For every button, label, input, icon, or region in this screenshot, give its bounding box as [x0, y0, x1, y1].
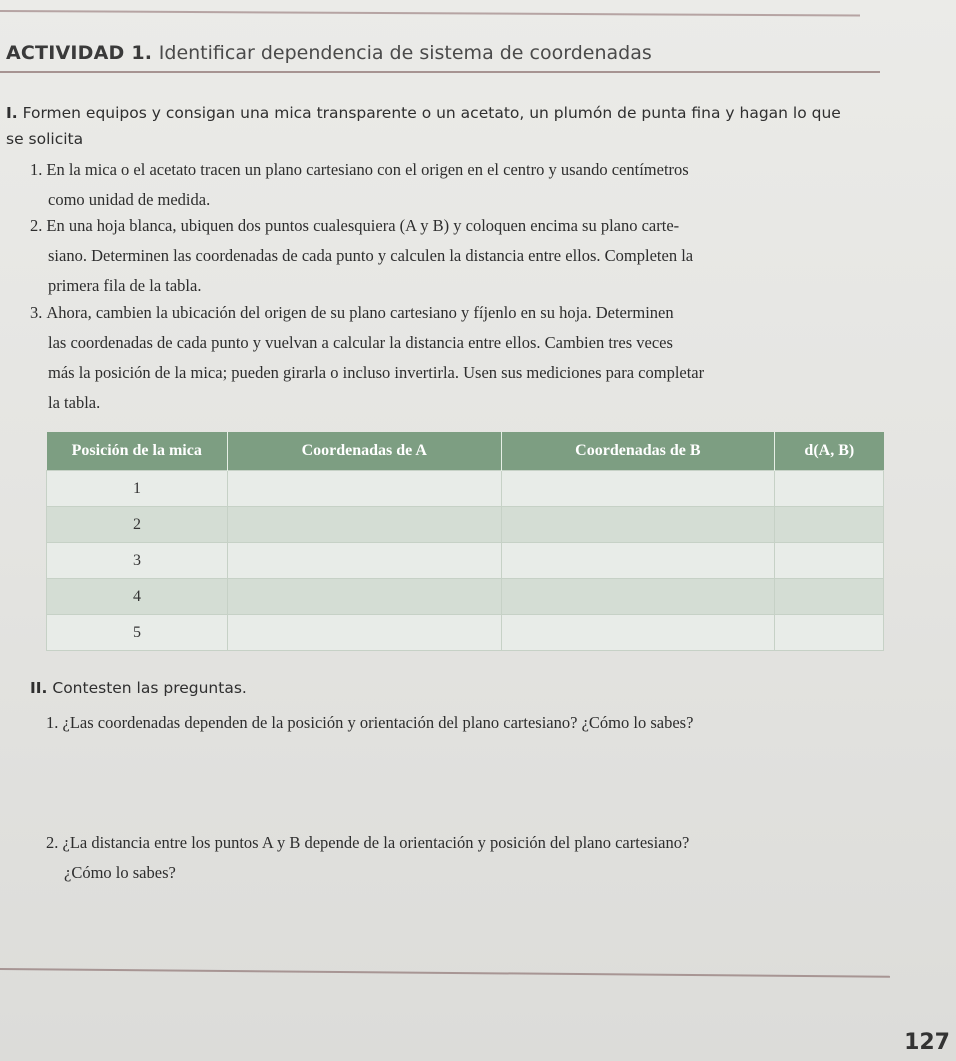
top-rule [0, 10, 860, 17]
coords-a-cell[interactable] [228, 471, 502, 507]
coords-a-cell[interactable] [228, 543, 502, 579]
distance-cell[interactable] [775, 615, 884, 651]
step-2-line-3: primera fila de la tabla. [48, 276, 202, 295]
question-2 [46, 828, 689, 888]
step-3-line-3: más la posición de la mica; pueden girarla o incluso invertirla. Usen sus mediciones para completar [48, 363, 705, 382]
table-row [47, 471, 884, 507]
step-1-number: 1. [30, 160, 43, 179]
row-position-cell: 4 [47, 579, 228, 615]
row-position-cell: 2 [47, 507, 228, 543]
step-2 [30, 211, 693, 301]
question-1-text: ¿Las coordenadas dependen de la posición y orientación del plano cartesiano? ¿Cómo lo sabes? [62, 713, 694, 732]
question-1 [46, 708, 693, 738]
section-1-number: I. [6, 104, 18, 122]
bottom-rule [0, 968, 890, 978]
step-3 [30, 298, 704, 418]
page-number: 127 [904, 1030, 950, 1055]
table-row [47, 579, 884, 615]
header-distance: d(A, B) [775, 432, 884, 471]
question-2-number: 2. [46, 833, 59, 852]
section-2-heading [30, 679, 247, 697]
coords-a-cell[interactable] [228, 615, 502, 651]
measurements-table [46, 432, 884, 651]
step-2-line-1: En una hoja blanca, ubiquen dos puntos cualesquiera (A y B) y coloquen encima su plano carte- [46, 216, 680, 235]
coords-b-cell[interactable] [501, 507, 775, 543]
step-3-number: 3. [30, 303, 43, 322]
distance-cell[interactable] [775, 471, 884, 507]
activity-heading: Identificar dependencia de sistema de coordenadas [158, 42, 652, 64]
section-1-line-2: se solicita [6, 130, 84, 148]
distance-cell[interactable] [775, 579, 884, 615]
step-3-line-1: Ahora, cambien la ubicación del origen de su plano cartesiano y fíjenlo en su hoja. Determinen [46, 303, 674, 322]
row-position-cell: 1 [47, 471, 228, 507]
step-1-line-1: En la mica o el acetato tracen un plano cartesiano con el origen en el centro y usando centímetros [46, 160, 689, 179]
coords-b-cell[interactable] [501, 543, 775, 579]
coords-b-cell[interactable] [501, 615, 775, 651]
activity-number: ACTIVIDAD 1. [6, 42, 153, 64]
table-header-row [47, 432, 884, 471]
question-1-number: 1. [46, 713, 59, 732]
table-row [47, 615, 884, 651]
distance-cell[interactable] [775, 507, 884, 543]
step-1 [30, 155, 689, 215]
row-position-cell: 3 [47, 543, 228, 579]
header-coords-a: Coordenadas de A [228, 432, 502, 471]
section-2-number: II. [30, 679, 48, 697]
question-2-line-1: ¿La distancia entre los puntos A y B depende de la orientación y posición del plano cartesiano? [62, 833, 690, 852]
coords-a-cell[interactable] [228, 579, 502, 615]
section-1-line-1: Formen equipos y consigan una mica transparente o un acetato, un plumón de punta fina y hagan lo que [22, 104, 841, 122]
table-row [47, 507, 884, 543]
activity-title [6, 42, 652, 64]
table-row [47, 543, 884, 579]
title-rule [0, 71, 880, 73]
section-2-text: Contesten las preguntas. [52, 679, 247, 697]
step-3-line-2: las coordenadas de cada punto y vuelvan a calcular la distancia entre ellos. Cambien tres veces [48, 333, 673, 352]
section-1-instructions [6, 100, 841, 152]
header-position: Posición de la mica [47, 432, 228, 471]
step-1-line-2: como unidad de medida. [48, 190, 211, 209]
distance-cell[interactable] [775, 543, 884, 579]
step-3-line-4: la tabla. [48, 393, 101, 412]
coords-a-cell[interactable] [228, 507, 502, 543]
step-2-number: 2. [30, 216, 43, 235]
question-2-line-2: ¿Cómo lo sabes? [64, 863, 176, 882]
coords-b-cell[interactable] [501, 579, 775, 615]
coords-b-cell[interactable] [501, 471, 775, 507]
header-coords-b: Coordenadas de B [501, 432, 775, 471]
row-position-cell: 5 [47, 615, 228, 651]
step-2-line-2: siano. Determinen las coordenadas de cada punto y calculen la distancia entre ellos. Completen la [48, 246, 694, 265]
